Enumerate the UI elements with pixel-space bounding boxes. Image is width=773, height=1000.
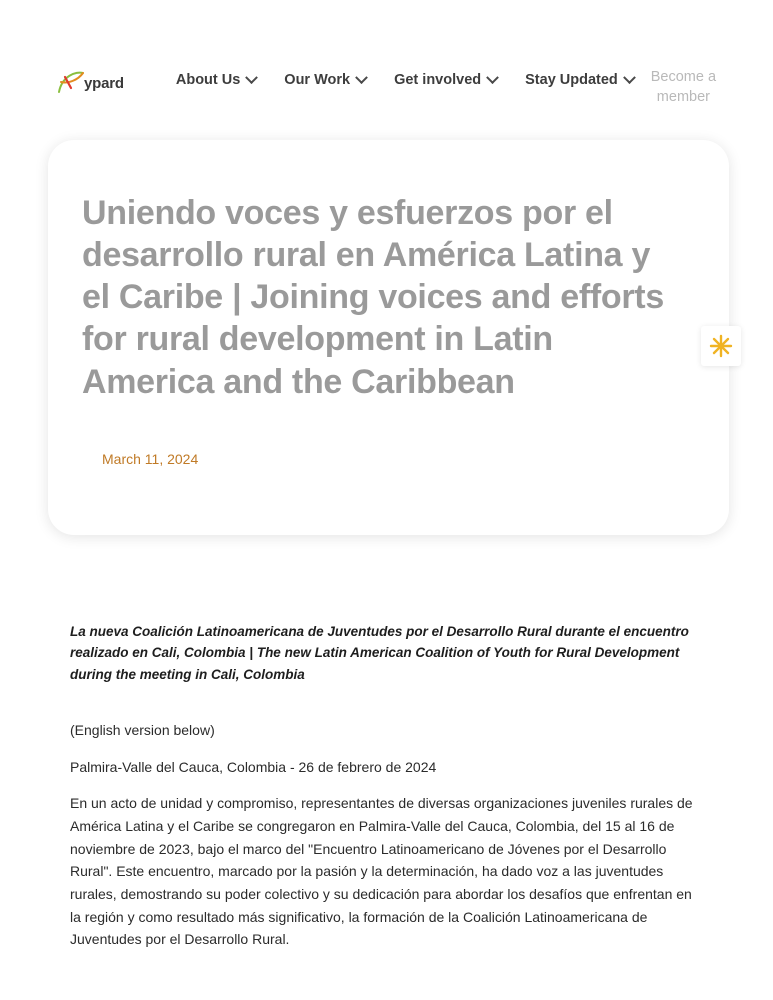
become-a-member-button[interactable]: Become a member <box>650 69 717 105</box>
asterisk-flower-icon <box>701 326 741 366</box>
nav-item-about-us[interactable] <box>176 72 256 88</box>
nav-item-stay-updated[interactable] <box>525 72 634 88</box>
chevron-down-icon <box>245 71 258 84</box>
article-hero-card <box>48 140 729 535</box>
nav-item-get-involved[interactable] <box>394 72 497 88</box>
chevron-down-icon <box>486 71 499 84</box>
nav-label: About Us <box>175 72 241 88</box>
publish-date: March 11, 2024 <box>102 450 199 467</box>
article-lede: La nueva Coalición Latinoamericana de Juventudes por el Desarrollo Rural durante el encuentro realizado en Cali, Colombia | The new Latin American Coalition of Youth for Rural Development during the meeting in Cali, Colombia <box>70 624 689 682</box>
nav-label: Get involved <box>394 72 482 88</box>
article-paragraph: En un acto de unidad y compromiso, representantes de diversas organizaciones juveniles rurales de América Latina y el Caribe se congregaron en Palmira-Valle del Cauca, Colombia, del 15 al 16 de noviembre de 2023, bajo el marco del "Encuentro Latinoamericano de Jóvenes por el Desarrollo Rural". Este encuentro, marcado por la pasión y la determinación, ha dado voz a las juventudes rurales, demostrando su poder colectivo y su dedicación para abordar los desafíos que enfrentan en la región y como resultado más significativo, la formación de la Coalición Latinoamericana de Juventudes por el Desarrollo Rural. <box>70 795 693 948</box>
article-paragraph: (English version below) <box>70 721 215 738</box>
main-navigation <box>176 72 634 88</box>
ypard-swirl-logo-icon <box>56 68 86 98</box>
nav-label: Stay Updated <box>525 72 618 88</box>
article-body <box>0 535 773 951</box>
site-logo[interactable] <box>56 68 124 98</box>
site-header <box>0 0 773 140</box>
nav-label: Our Work <box>284 72 351 88</box>
nav-item-our-work[interactable] <box>284 72 366 88</box>
chevron-down-icon <box>355 71 368 84</box>
article-paragraph: Palmira-Valle del Cauca, Colombia - 26 de febrero de 2024 <box>70 758 437 775</box>
logo-text: ypard <box>84 74 124 92</box>
page-title: Uniendo voces y esfuerzos por el desarrollo rural en América Latina y el Caribe | Joining voices and efforts for rural development in Latin America and the Caribbean <box>82 194 664 401</box>
